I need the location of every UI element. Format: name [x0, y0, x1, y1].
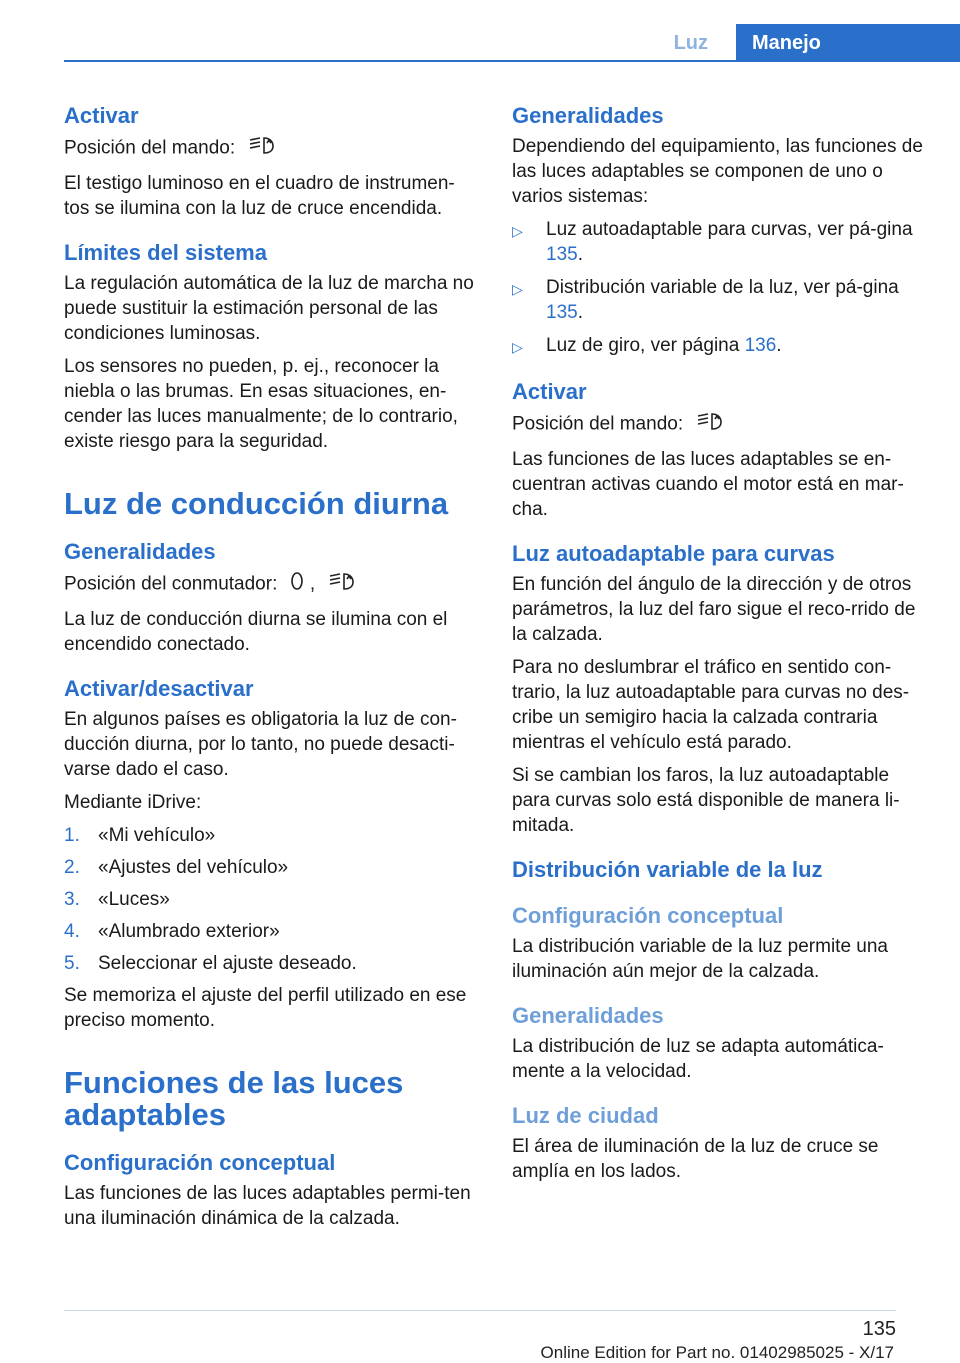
- concepto-text: La distribución variable de la luz permite una iluminación aún mejor de la calzada.: [512, 936, 888, 982]
- right-column: [512, 102, 924, 1192]
- page-link[interactable]: 135: [546, 302, 578, 323]
- generalidades-heading: Generalidades: [64, 539, 216, 564]
- section-tab-luz: Luz: [673, 32, 708, 54]
- page-link[interactable]: 136: [744, 335, 777, 356]
- item-text: Luz de giro, ver página: [546, 335, 740, 356]
- page-link[interactable]: 135: [546, 244, 578, 265]
- ciudad-heading: Luz de ciudad: [512, 1103, 659, 1128]
- bullet-triangle-icon: ▷: [512, 339, 523, 355]
- conmutador-label: Posición del conmutador:: [64, 573, 278, 595]
- step-text: «Alumbrado exterior»: [98, 921, 280, 942]
- concepto-heading: Configuración conceptual: [512, 903, 784, 928]
- auto-light-icon: [246, 134, 278, 163]
- list-item: [64, 855, 476, 880]
- left-column: [64, 102, 476, 1239]
- list-item: [512, 333, 924, 360]
- limites-p2: Los sensores no pueden, p. ej., reconocer la niebla o las brumas. En esas situaciones, en‐cender las luces manualmente; de lo contrario, existe riesgo para la seguridad.: [64, 356, 458, 452]
- distrib-heading: Distribución variable de la luz: [512, 857, 823, 882]
- separator: ,: [309, 573, 316, 595]
- step-number: 5.: [64, 953, 80, 974]
- auto-light-icon: [694, 410, 726, 439]
- conmutador-position: [64, 570, 476, 599]
- list-item: [64, 823, 476, 848]
- item-text: Luz autoadaptable para curvas, ver pá‐gina: [546, 219, 913, 240]
- step-number: 3.: [64, 889, 80, 910]
- limites-heading: Límites del sistema: [64, 240, 267, 265]
- footer-rule: [64, 1310, 896, 1311]
- activar-text: Las funciones de las luces adaptables se en‐cuentran activas cuando el motor está en mar‐cha.: [512, 449, 904, 520]
- list-item: [64, 919, 476, 944]
- ciudad-text: El área de iluminación de la luz de cruce se amplía en los lados.: [512, 1136, 879, 1182]
- activar-heading: Activar: [512, 379, 587, 404]
- systems-list: [512, 217, 924, 360]
- activar-position: [64, 134, 476, 163]
- step-number: 4.: [64, 921, 80, 942]
- position-label: Posición del mando:: [64, 137, 236, 159]
- adaptables-title: Funciones de las luces adaptables: [64, 1065, 404, 1132]
- curvas-p3: Si se cambian los faros, la luz autoadaptable para curvas solo está disponible de manera li‐mitada.: [512, 765, 900, 836]
- idrive-text: Mediante iDrive:: [64, 792, 202, 813]
- position-label: Posición del mando:: [512, 413, 684, 435]
- memoriza-text: Se memoriza el ajuste del perfil utilizado en ese preciso momento.: [64, 985, 467, 1031]
- bullet-triangle-icon: ▷: [512, 281, 523, 297]
- diurna-title: Luz de conducción diurna: [64, 486, 449, 521]
- generalidades2-text: La distribución de luz se adapta automática‐mente a la velocidad.: [512, 1036, 884, 1082]
- item-end: .: [577, 302, 583, 323]
- page-number: 135: [862, 1318, 896, 1340]
- step-text: «Luces»: [98, 889, 170, 910]
- item-end: .: [776, 335, 782, 356]
- generalidades-text: Dependiendo del equipamiento, las funciones de las luces adaptables se componen de uno o varios sistemas:: [512, 136, 923, 207]
- item-end: .: [577, 244, 583, 265]
- step-text: Seleccionar el ajuste deseado.: [98, 953, 357, 974]
- generalidades2-heading: Generalidades: [512, 1003, 664, 1028]
- step-text: «Ajustes del vehículo»: [98, 857, 289, 878]
- step-text: «Mi vehículo»: [98, 825, 216, 846]
- auto-light-icon: [326, 570, 358, 599]
- step-number: 1.: [64, 825, 80, 846]
- curvas-p1: En función del ángulo de la dirección y de otros parámetros, la luz del faro sigue el reco‐rrido de la calzada.: [512, 574, 916, 645]
- concepto-heading: Configuración conceptual: [64, 1150, 336, 1175]
- curvas-p2: Para no deslumbrar el tráfico en sentido con‐trario, la luz autoadaptable para curvas no des‐cribe un semigiro hacia la calzada contraria mientras el vehículo está parado.: [512, 657, 910, 753]
- limites-p1: La regulación automática de la luz de marcha no puede sustituir la estimación personal de las condiciones luminosas.: [64, 273, 474, 344]
- page-header: [64, 24, 960, 62]
- idrive-steps: [64, 823, 476, 976]
- edition-text: Online Edition for Part no. 01402985025 - X/17: [540, 1343, 894, 1362]
- actdesact-text: En algunos países es obligatoria la luz de con‐ducción diurna, por lo tanto, no puede desacti‐varse dado el caso.: [64, 709, 457, 780]
- item-text: Distribución variable de la luz, ver pá‐gina: [546, 277, 899, 298]
- generalidades-heading: Generalidades: [512, 103, 664, 128]
- curvas-heading: Luz autoadaptable para curvas: [512, 541, 835, 566]
- activar-position: [512, 410, 924, 439]
- header-rule: [64, 60, 960, 62]
- list-item: [64, 887, 476, 912]
- list-item: [64, 951, 476, 976]
- diurna-text: La luz de conducción diurna se ilumina con el encendido conectado.: [64, 609, 448, 655]
- light-off-icon: [289, 570, 305, 599]
- actdesact-heading: Activar/desactivar: [64, 676, 254, 701]
- concepto-text: Las funciones de las luces adaptables permi‐ten una iluminación dinámica de la calzada.: [64, 1183, 471, 1229]
- list-item: [512, 217, 924, 267]
- activar-text: El testigo luminoso en el cuadro de instrumen‐tos se ilumina con la luz de cruce encendida.: [64, 173, 455, 219]
- list-item: [512, 275, 924, 325]
- activar-heading: Activar: [64, 103, 139, 128]
- section-tab-manejo: Manejo: [736, 24, 960, 60]
- bullet-triangle-icon: ▷: [512, 223, 523, 239]
- step-number: 2.: [64, 857, 80, 878]
